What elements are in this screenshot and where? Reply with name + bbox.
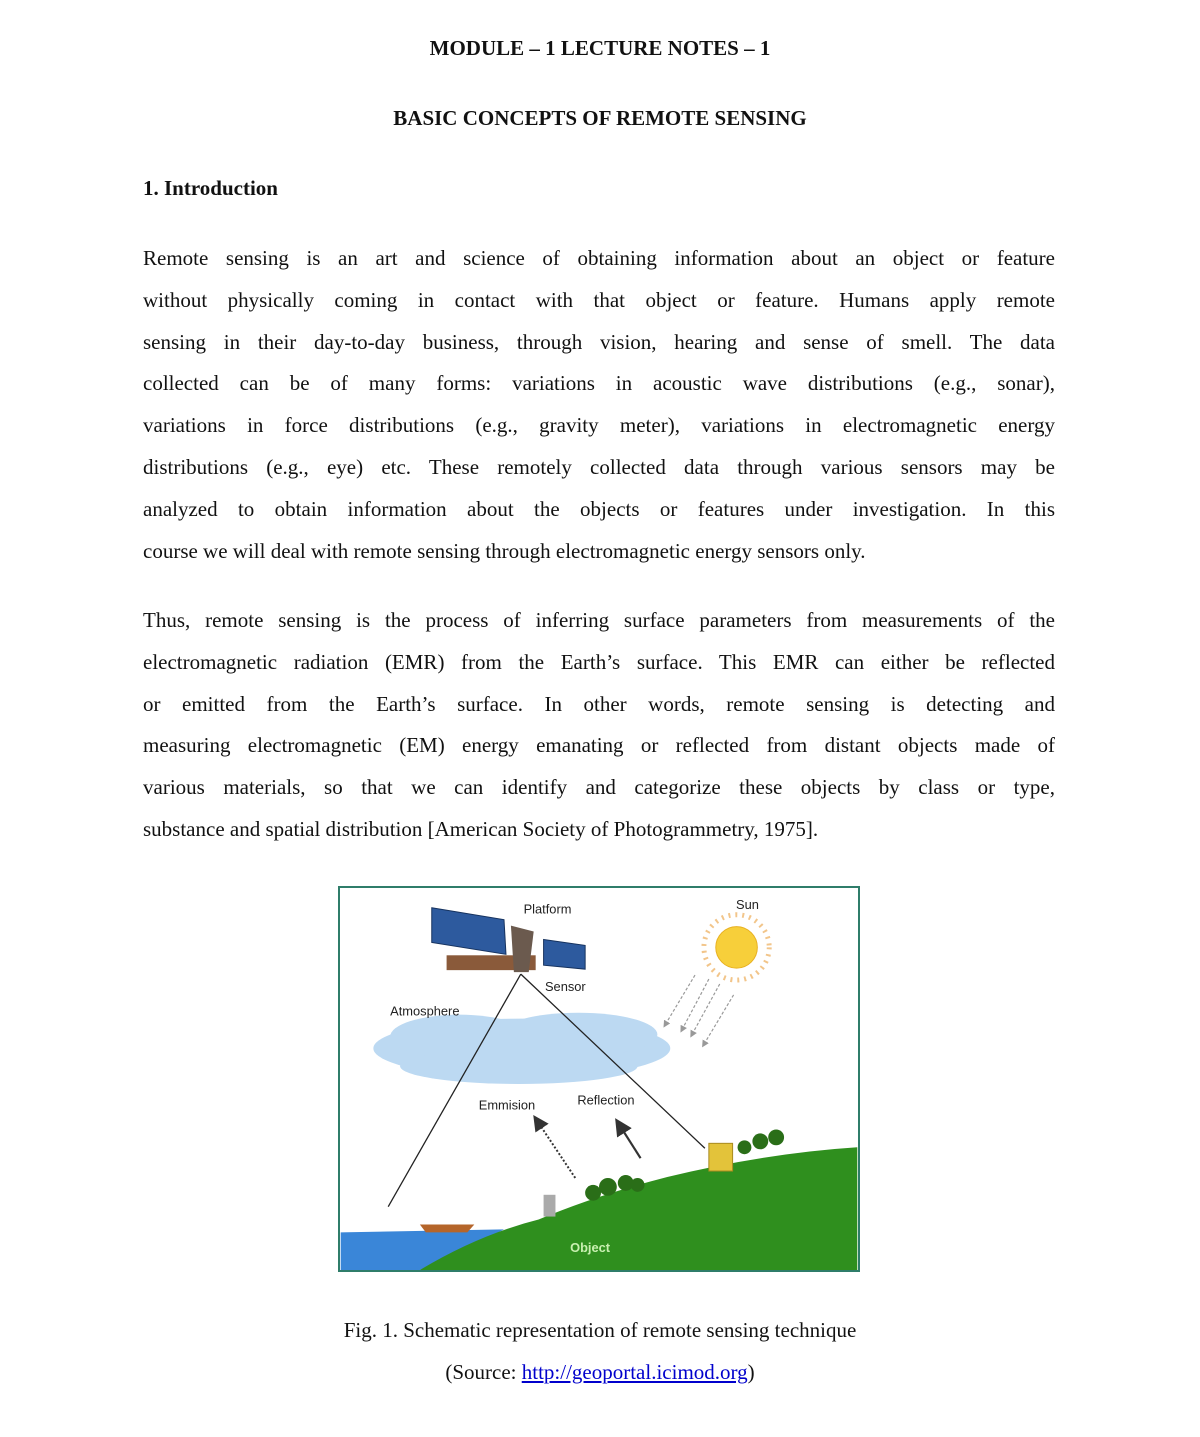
source-suffix: ) (747, 1360, 755, 1384)
text-line: measuring electromagnetic (EM) energy emanating or reflected from distant objects made of (143, 733, 1055, 758)
text-line: electromagnetic radiation (EMR) from the Earth’s surface. This EMR can either be reflected (143, 649, 1055, 674)
atmosphere-label: Atmosphere (390, 1003, 460, 1019)
figure-illustration (340, 888, 858, 1270)
ship (420, 1224, 474, 1232)
figure-caption: Fig. 1. Schematic representation of remote sensing technique (343, 1318, 857, 1342)
land (420, 1147, 857, 1270)
object-label: Object (570, 1240, 611, 1256)
source-link[interactable]: http://geoportal.icimod.org (521, 1360, 748, 1384)
section-heading: 1. Introduction (143, 176, 278, 200)
text-line: or emitted from the Earth’s surface. In other words, remote sensing is detecting and (143, 691, 1055, 716)
page-title: BASIC CONCEPTS OF REMOTE SENSING (393, 106, 807, 130)
text-line: various materials, so that we can identify and categorize these objects by class or type, (143, 775, 1055, 800)
text-line: analyzed to obtain information about the objects or features under investigation. In this (143, 496, 1055, 521)
text-line: distributions (e.g., eye) etc. These remotely collected data through various sensors may be (143, 454, 1055, 479)
sun-rays (665, 975, 733, 1044)
building (709, 1143, 733, 1171)
platform-label: Platform (523, 901, 572, 917)
text-line: Remote sensing is an art and science of obtaining information about an object or feature (143, 246, 1055, 270)
module-heading: MODULE – 1 LECTURE NOTES – 1 (429, 36, 771, 60)
paragraph-1 (143, 238, 1055, 572)
emission-arrow (538, 1122, 576, 1178)
sun-icon (704, 915, 769, 980)
satellite-icon (432, 908, 585, 972)
text-line: substance and spatial distribution [American Society of Photogrammetry, 1975]. (143, 816, 819, 841)
sun-label: Sun (736, 896, 759, 912)
remote-sensing-figure (338, 886, 860, 1272)
text-line: collected can be of many forms: variations in acoustic wave distributions (e.g., sonar), (143, 371, 1055, 396)
text-line: sensing in their day-to-day business, through vision, hearing and sense of smell. The data (143, 329, 1055, 354)
emission-label: Emmision (478, 1097, 536, 1113)
reflection-label: Reflection (577, 1092, 635, 1108)
source-prefix: (Source: (445, 1360, 522, 1384)
reflection-arrow (620, 1126, 641, 1159)
text-line: without physically coming in contact with that object or feature. Humans apply remote (143, 287, 1055, 312)
text-line: Thus, remote sensing is the process of inferring surface parameters from measurements of the (143, 608, 1055, 632)
sensor-label: Sensor (544, 978, 586, 994)
text-line: variations in force distributions (e.g., gravity meter), variations in electromagnetic energy (143, 413, 1055, 438)
text-line: course we will deal with remote sensing through electromagnetic energy sensors only. (143, 538, 866, 563)
figure-source (0, 1360, 1200, 1385)
factory (544, 1195, 556, 1217)
paragraph-2 (143, 600, 1055, 851)
